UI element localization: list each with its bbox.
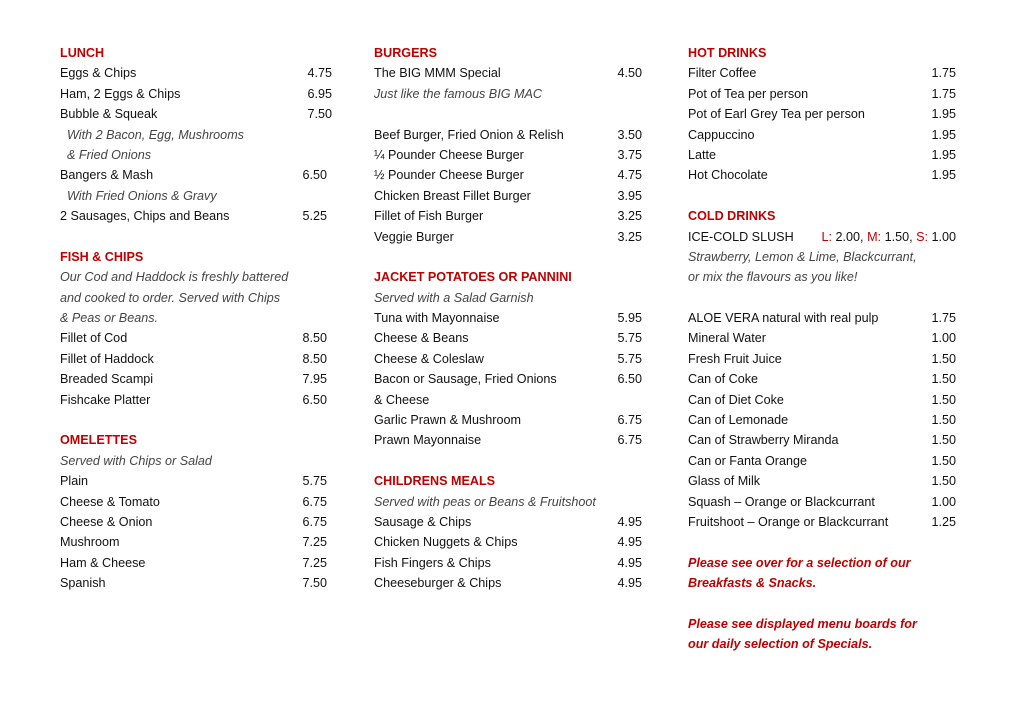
menu-item: Fillet of Haddock 8.50 <box>60 349 332 369</box>
menu-item: Ham & Cheese 7.25 <box>60 553 332 573</box>
menu-item: Hot Chocolate 1.95 <box>688 165 956 185</box>
section-title-fish-chips: FISH & CHIPS <box>60 249 144 264</box>
section-title-cold-drinks: COLD DRINKS <box>688 209 776 224</box>
menu-column-middle <box>374 43 642 594</box>
menu-item: Squash – Orange or Blackcurrant 1.00 <box>688 492 956 512</box>
spacer <box>688 186 956 206</box>
price: 1.50 <box>931 392 956 407</box>
price: 1.50 <box>931 474 956 489</box>
price: 3.50 <box>617 127 642 142</box>
section-note: Served with peas or Beans & Fruitshoot <box>374 494 596 509</box>
menu-item: Fishcake Platter 6.50 <box>60 390 332 410</box>
menu-item: Ham, 2 Eggs & Chips 6.95 <box>60 84 332 104</box>
menu-item-continued: & Cheese <box>374 392 430 407</box>
price: 1.95 <box>931 168 956 183</box>
menu-column-right <box>688 43 956 655</box>
menu-item: Bubble & Squeak 7.50 <box>60 104 332 124</box>
price: 7.25 <box>302 535 327 550</box>
price: 1.75 <box>931 66 956 81</box>
price: 1.50 <box>931 351 956 366</box>
menu-item: Garlic Prawn & Mushroom 6.75 <box>374 410 642 430</box>
size-label-medium: M: <box>867 229 882 244</box>
menu-item: Cappuccino 1.95 <box>688 125 956 145</box>
price: 4.95 <box>617 514 642 529</box>
menu-item: Can or Fanta Orange 1.50 <box>688 451 956 471</box>
price: 1.00 <box>931 494 956 509</box>
footer-note-breakfasts: Breakfasts & Snacks. <box>688 576 817 591</box>
menu-item: Tuna with Mayonnaise 5.95 <box>374 308 642 328</box>
slush-item: ICE-COLD SLUSH L: 2.00, M: 1.50, S: 1.00 <box>688 227 956 247</box>
price: 1.75 <box>931 86 956 101</box>
section-note: Our Cod and Haddock is freshly battered <box>60 270 289 285</box>
spacer <box>60 227 332 247</box>
section-title-lunch: LUNCH <box>60 46 105 60</box>
price: 1.75 <box>931 311 956 326</box>
price: 7.25 <box>302 555 327 570</box>
price: 6.75 <box>302 494 327 509</box>
price: 1.00 <box>931 331 956 346</box>
menu-item: Fillet of Cod 8.50 <box>60 328 332 348</box>
menu-item: Veggie Burger 3.25 <box>374 227 642 247</box>
price: 1.50 <box>931 453 956 468</box>
menu-item: Cheese & Tomato 6.75 <box>60 492 332 512</box>
slush-size-prices <box>822 227 956 247</box>
menu-column-left <box>60 43 332 594</box>
item-note: With 2 Bacon, Egg, Mushrooms <box>67 127 244 142</box>
item-note: & Fried Onions <box>67 147 151 162</box>
price: 6.75 <box>617 433 642 448</box>
menu-item: Mineral Water 1.00 <box>688 328 956 348</box>
menu-item: ¼ Pounder Cheese Burger 3.75 <box>374 145 642 165</box>
price: 7.50 <box>302 576 327 591</box>
price: 1.95 <box>931 147 956 162</box>
menu-item: Chicken Breast Fillet Burger 3.95 <box>374 186 642 206</box>
price: 1.25 <box>931 514 956 529</box>
menu-item: Cheese & Onion 6.75 <box>60 512 332 532</box>
menu-item: The BIG MMM Special 4.50 <box>374 63 642 83</box>
menu-item: Can of Coke 1.50 <box>688 369 956 389</box>
menu-item: Pot of Tea per person 1.75 <box>688 84 956 104</box>
price: 1.50 <box>931 413 956 428</box>
menu-item: Cheeseburger & Chips 4.95 <box>374 573 642 593</box>
price: 5.25 <box>302 209 327 224</box>
menu-item: Can of Diet Coke 1.50 <box>688 390 956 410</box>
price: 3.25 <box>617 209 642 224</box>
menu-item: Breaded Scampi 7.95 <box>60 369 332 389</box>
menu-item: Latte 1.95 <box>688 145 956 165</box>
price: 6.50 <box>617 372 642 387</box>
spacer <box>60 410 332 430</box>
section-title-childrens-meals: CHILDRENS MEALS <box>374 474 496 489</box>
price: 8.50 <box>302 351 327 366</box>
price: 6.50 <box>302 168 327 183</box>
menu-item: Cheese & Coleslaw 5.75 <box>374 349 642 369</box>
price: 5.75 <box>302 474 327 489</box>
menu-item: ½ Pounder Cheese Burger 4.75 <box>374 165 642 185</box>
section-note: Served with a Salad Garnish <box>374 290 534 305</box>
section-note: and cooked to order. Served with Chips <box>60 290 281 305</box>
size-label-large: L: <box>821 229 833 244</box>
size-label-small: S: <box>916 229 928 244</box>
spacer <box>688 594 956 614</box>
price: 1.95 <box>931 107 956 122</box>
price: 7.95 <box>302 372 327 387</box>
footer-note-breakfasts: Please see over for a selection of our <box>688 555 911 570</box>
menu-item: Prawn Mayonnaise 6.75 <box>374 430 642 450</box>
menu-item: Can of Lemonade 1.50 <box>688 410 956 430</box>
section-note: Strawberry, Lemon & Lime, Blackcurrant, <box>688 249 917 264</box>
section-title-jacket-potatoes: JACKET POTATOES OR PANNINI <box>374 270 572 285</box>
spacer <box>374 451 642 471</box>
spacer <box>688 532 956 552</box>
menu-item: Bangers & Mash 6.50 <box>60 165 332 185</box>
price: 5.75 <box>617 351 642 366</box>
menu-item: Bacon or Sausage, Fried Onions 6.50 <box>374 369 642 389</box>
footer-note-specials: Please see displayed menu boards for <box>688 616 917 631</box>
section-note: or mix the flavours as you like! <box>688 270 858 285</box>
menu-item: Mushroom 7.25 <box>60 532 332 552</box>
price: 4.75 <box>617 168 642 183</box>
price: 1.50 <box>931 433 956 448</box>
price: 4.95 <box>617 535 642 550</box>
menu-item: Sausage & Chips 4.95 <box>374 512 642 532</box>
size-price-small: 1.00 <box>931 229 956 244</box>
menu-item: Can of Strawberry Miranda 1.50 <box>688 430 956 450</box>
price: 4.75 <box>307 66 332 81</box>
menu-item: Eggs & Chips 4.75 <box>60 63 332 83</box>
menu-item: Beef Burger, Fried Onion & Relish 3.50 <box>374 125 642 145</box>
price: 1.50 <box>931 372 956 387</box>
price: 7.50 <box>307 107 332 122</box>
price: 5.75 <box>617 331 642 346</box>
menu-item: Fish Fingers & Chips 4.95 <box>374 553 642 573</box>
menu-item: Fresh Fruit Juice 1.50 <box>688 349 956 369</box>
price: 3.25 <box>617 229 642 244</box>
item-note: Just like the famous BIG MAC <box>374 86 542 101</box>
spacer <box>374 104 642 124</box>
price: 6.75 <box>617 413 642 428</box>
price: 5.95 <box>617 311 642 326</box>
size-price-large: 2.00, <box>835 229 864 244</box>
menu-item: ALOE VERA natural with real pulp 1.75 <box>688 308 956 328</box>
menu-item: Cheese & Beans 5.75 <box>374 328 642 348</box>
price: 8.50 <box>302 331 327 346</box>
menu-item: Fruitshoot – Orange or Blackcurrant 1.25 <box>688 512 956 532</box>
menu-item: Spanish 7.50 <box>60 573 332 593</box>
price: 4.95 <box>617 576 642 591</box>
footer-note-specials: our daily selection of Specials. <box>688 637 873 652</box>
section-title-burgers: BURGERS <box>374 46 437 60</box>
section-title-hot-drinks: HOT DRINKS <box>688 46 767 60</box>
price: 6.50 <box>302 392 327 407</box>
price: 4.95 <box>617 555 642 570</box>
menu-item: Chicken Nuggets & Chips 4.95 <box>374 532 642 552</box>
menu-item: Fillet of Fish Burger 3.25 <box>374 206 642 226</box>
menu-item: 2 Sausages, Chips and Beans 5.25 <box>60 206 332 226</box>
price: 6.95 <box>307 86 332 101</box>
spacer <box>374 247 642 267</box>
menu-item: Glass of Milk 1.50 <box>688 471 956 491</box>
price: 3.75 <box>617 147 642 162</box>
size-price-medium: 1.50, <box>884 229 913 244</box>
price: 4.50 <box>617 66 642 81</box>
section-note: & Peas or Beans. <box>60 311 159 326</box>
menu-item: Filter Coffee 1.75 <box>688 63 956 83</box>
spacer <box>688 288 956 308</box>
menu-item: Pot of Earl Grey Tea per person 1.95 <box>688 104 956 124</box>
menu-item: Plain 5.75 <box>60 471 332 491</box>
section-note: Served with Chips or Salad <box>60 453 212 468</box>
item-note: With Fried Onions & Gravy <box>67 188 217 203</box>
price: 1.95 <box>931 127 956 142</box>
price: 3.95 <box>617 188 642 203</box>
price: 6.75 <box>302 514 327 529</box>
section-title-omelettes: OMELETTES <box>60 433 137 448</box>
